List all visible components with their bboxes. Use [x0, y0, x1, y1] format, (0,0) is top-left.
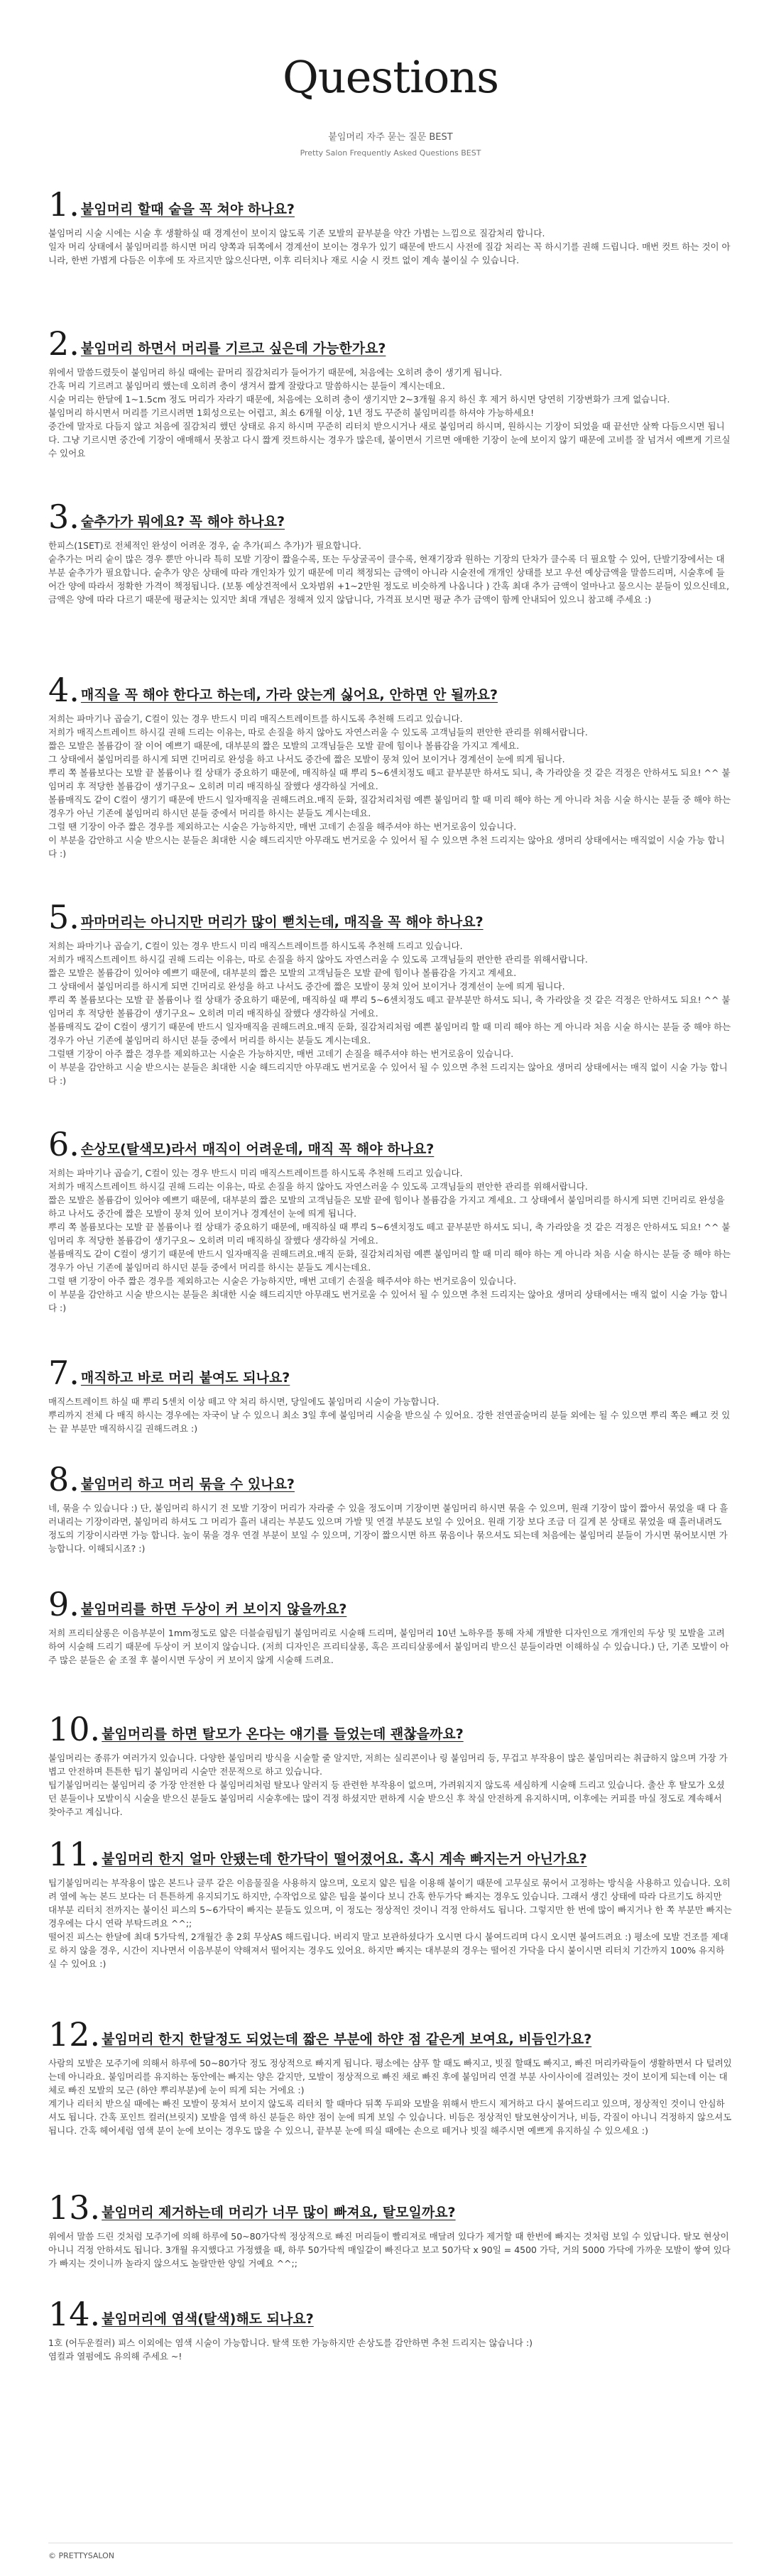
faq-question: 매직을 꼭 해야 한다고 하는데, 가라 앉는게 싫어요, 안하면 안 될까요?	[80, 686, 498, 703]
faq-question-row	[48, 1130, 733, 1163]
faq-question-row	[48, 1715, 733, 1748]
faq-number: 3.	[48, 503, 80, 536]
faq-question-row	[48, 676, 733, 709]
faq-number: 9.	[48, 1590, 80, 1623]
faq-number: 13.	[48, 2193, 101, 2227]
faq-question: 붙임머리 한지 얼마 안됐는데 한가닥이 떨어졌어요. 혹시 계속 빠지는거 아닌가요?	[102, 1851, 587, 1867]
page-header	[48, 0, 733, 190]
faq-question-row	[48, 329, 733, 363]
faq-answer: 사람의 모발은 모주기에 의해서 하루에 50~80가닥 정도 정상적으로 빠지게 됩니다. 평소에는 샴푸 할 때도 빠지고, 빗질 할때도 빠지고, 빠진 머리카락들이 생활하면서 다 털려있는데 아니라요. 붙임머리를 유지하는 동안에는 빠지는 양은 같지만, 모발이 정상적으로 빠진 채로 빠진 후에 붙임머리 연결 부분 사이사이에 걸려있는 것이 보이게 되는데 이는 대체로 빠진 모발의 모근 (하얀 뿌리부분)에 눈이 띄게 되는 거에요 :) 계기나 리터치 받으실 때에는 빠진 모발이 뭉쳐서 보이지 않도록 리터치 할 때마다 뒤쪽 두피와 모발을 위해서 반드시 제거하고 다시 붙여드리고 있으며, 정상적인 것이니 안심하셔도 됩니다. 간혹 포인트 컬러(브릿지) 모발을 염색 하신 분들은 하얀 점이 눈에 띄게 보일 수 있습니다. 비듬은 정상적인 탈모현상이거나, 비듬, 각질이 아니니 걱정하지 않으셔도 됩니다. 간혹 헤어세럼 염색 분이 눈에 보이는 경우도 많을 수 있으니, 끝부분 눈에 띄실 때에는 손으로 떼거나 빗질 해주시면 예쁘게 유지하실 수 있으세요 :)	[48, 2058, 732, 2137]
faq-answer: 위에서 말씀드렸듯이 붙임머리 하실 때에는 끝머리 질감처리가 들어가기 때문에, 처음에는 오히려 층이 생기게 됩니다. 간혹 머리 기르려고 붙임머리 했는데 오히려 층이 생겨서 짧게 잘랐다고 말씀하시는 분들이 계시는데요. 시술 머리는 한달에 1~1.5cm 정도 머리가 자라기 때문에, 처음에는 오히려 층이 생기지만 2~3개월 유지 하신 후 제거 하시면 당연히 기장변화가 크게 없습니다. 붙임머리 하시면서 머리를 기르시려면 1회성으로는 어렵고, 최소 6개월 이상, 1년 정도 꾸준히 붙임머리를 하셔야 가능하세요! 중간에 말자로 다듬지 않고 처음에 질감처리 했던 상태로 유지 하시며 꾸준히 리터치 받으시거나 새로 붙임머리 하시며, 원하시는 기장이 되었을 때 끝선만 살짝 다듬으시면 됩니다. 그냥 기르시면 중간에 기장이 애매해서 못참고 다시 짧게 컷트하시는 경우가 많은데, 붙이면서 기르면 애매한 기장이 눈에 보이지 않기 때문에 고비를 잘 넘겨서 예쁘게 기르실 수 있어요	[48, 367, 731, 459]
footer-brand: © PRETTYSALON	[48, 2551, 115, 2560]
faq-number: 2.	[48, 329, 80, 363]
faq-answer: 팁기붙임머리는 부작용이 많은 본드나 글루 같은 이음물질을 사용하지 않으며, 오로지 얇은 팁을 이용해 붙이기 때문에 고무실로 묶어서 고정하는 방식을 사용하고 있습니다. 오히려 열에 녹는 본드 보다는 더 튼튼하게 유지되기도 하지만, 수작업으로 얇은 팁을 붙이다 보니 간혹 한두가닥 빠지는 경우도 있습니다. 그래서 생긴 상태에 따라 다르기도 하지만 대부분 리터치 전까지는 붙이신 피스의 5~6가닥이 빠지는 분들도 있으며, 이 정도는 정상적인 것이니 걱정 안하셔도 됩니다. 그렇지만 한 번에 많이 빠지거나 한 쪽 부분만 빠지는 경우에는 다시 연락 부탁드려요 ^^;; 떨어진 피스는 한달에 최대 5가닥씩, 2개월간 총 2회 무상AS 해드립니다. 버리지 말고 보관하셨다가 오시면 다시 붙여드리며 다시 오시면 붙여드려요 :) 평소에 모발 건조를 제대로 하지 않을 경우, 시간이 지나면서 이음부분이 약해져서 떨어지는 경우도 있어요. 하지만 빠지는 대부분의 경우는 떨어진 가닥을 다시 붙이시면 리터치 기간까지 100% 유지하실 수 있어요 :)	[48, 1878, 732, 1970]
faq-item-2	[48, 329, 733, 503]
faq-question-row	[48, 1840, 733, 1873]
page-subtitle-korean: 붙임머리 자주 묻는 질문 BEST	[328, 132, 453, 143]
faq-question-row	[48, 903, 733, 936]
faq-answer: 붙임머리 시술 시에는 시술 후 생활하실 때 경계선이 보이지 않도록 기존 모발의 끝부분을 약간 가볍는 느낌으로 질감처리 합니다. 일자 머리 상태에서 붙임머리를 하시면 머리 양쪽과 뒤쪽에서 경계선이 보이는 경우가 있기 때문에 반드시 사전에 질감 처리는 꼭 하시기를 권해 드립니다. 매번 컷트 하는 것이 아니라, 한번 가볍게 다듬은 이후에 또 자르지만 않으신다면, 이후 리터치나 재로 시술 시 컷트 없이 계속 붙이실 수 있습니다.	[48, 228, 731, 266]
faq-item-11	[48, 1840, 733, 2020]
faq-answer: 위에서 말씀 드린 것처럼 모주기에 의해 하루에 50~80가닥씩 정상적으로 빠진 머리들이 빨리져로 매달려 있다가 제거할 때 한번에 빠지는 것처럼 보일 수 있답니다. 탈모 현상이 아니니 걱정 안하셔도 됩니다. 3개월 유지했다고 가정했을 때, 하루 50가닥씩 매일같이 빠진다고 보고 50가닥 x 90일 = 4500 가닥, 거의 5000 가닥에 가까운 모발이 쌓여 있다가 빠지는 것이니까 놀라지 않으셔도 놀랄만한 양일 거예요 ^^;;	[48, 2231, 731, 2269]
faq-question: 숱추가가 뭐에요? 꼭 해야 하나요?	[80, 513, 285, 530]
faq-item-8	[48, 1465, 733, 1590]
faq-question-row	[48, 1465, 733, 1498]
faq-question: 붙임머리 제거하는데 머리가 너무 많이 빠져요, 탈모일까요?	[102, 2204, 456, 2220]
faq-question-row	[48, 1359, 733, 1392]
faq-number: 8.	[48, 1465, 80, 1498]
faq-question: 붙임머리 하고 머리 묶을 수 있나요?	[80, 1476, 295, 1492]
faq-question: 붙임머리를 하면 탈모가 온다는 얘기를 들었는데 괜찮을까요?	[102, 1726, 464, 1742]
faq-question-row	[48, 2300, 733, 2333]
faq-question-row	[48, 1590, 733, 1623]
faq-question: 붙임머리에 염색(탈색)해도 되나요?	[102, 2311, 314, 2327]
faq-item-12	[48, 2020, 733, 2193]
faq-answer: 저희는 파마기나 곱슬기, C컬이 있는 경우 반드시 미리 매직스트레이트를 하시도록 추천해 드리고 있습니다. 저희가 매직스트레이트 하시길 권해 드리는 이유는, 따로 손질을 하지 않아도 자연스러울 수 있도록 고객님들의 편안한 관리를 위해서랍니다. 짧은 모발은 볼륨감이 있어야 예쁘기 때문에, 대부분의 짧은 모발의 고객님들은 모발 끝에 힘이나 볼륨감을 가지고 계세요. 그 상태에서 붙임머리를 하시게 되면 긴머리로 완성을 하고 나서도 중간에 짧은 모발이 뭉쳐 있어 보이거나 경계선이 눈에 띄게 됩니다. 뿌리 쪽 볼륨보다는 모발 끝 볼륨이나 컬 상태가 중요하기 때문에, 매직하실 때 뿌리 5~6센치정도 떼고 끝부분만 하셔도 되니, 축 가라앉을 것 같은 걱정은 안하셔도 되요! ^^ 붙임머리 후 적당한 볼륨감이 생기구요~ 오히려 미리 매직하실 잘했다 생각하실 거에요. 볼륨매직도 같이 C컬이 생기기 때문에 반드시 일자매직을 권해드려요.매직 둔화, 질감처리처럼 예쁜 붙임머리 할 때 미리 해야 하는 게 아니라 처음 시술 하시는 분들 중 해야 하는 경우가 아닌 기존에 붙임머리 하시던 분들 중에서 머리를 하시는 분들도 계시는데요. 그럴 땐 기장이 아주 짧은 경우를 제외하고는 시술은 가능하지만, 매번 고데기 손질을 해주셔야 하는 번거로움이 있습니다. 이 부분을 감안하고 시술 받으시는 분들은 최대한 시술 해드리지만 아무래도 번거로울 수 있어서 될 수 있으면 추천 드리지는 않아요 생머리 상태에서는 매직 없이 시술 가능 합니다 :)	[48, 1168, 731, 1314]
faq-item-4	[48, 676, 733, 903]
page-title: Questions	[282, 51, 499, 103]
faq-item-9	[48, 1590, 733, 1715]
faq-answer: 저희는 파마기나 곱슬기, C컬이 있는 경우 반드시 미리 매직스트레이트를 하시도록 추천해 드리고 있습니다. 저희가 매직스트레이트 하시길 권해 드리는 이유는, 따로 손질을 하지 않아도 자연스러울 수 있도록 고객님들의 편안한 관리를 위해서랍니다. 짧은 모발은 볼륨감이 있어야 예쁘기 때문에, 대부분의 짧은 모발의 고객님들은 모발 끝에 힘이나 볼륨감을 가지고 계세요. 그 상태에서 붙임머리를 하시게 되면 긴머리로 완성을 하고 나서도 중간에 짧은 모발이 뭉쳐 있어 보이거나 경계선이 눈에 띄게 됩니다. 뿌리 쪽 볼륨보다는 모발 끝 볼륨이나 컬 상태가 중요하기 때문에, 매직하실 때 뿌리 5~6센치정도 떼고 끝부분만 하셔도 되니, 축 가라앉을 것 같은 걱정은 안하셔도 되요! ^^ 붙임머리 후 적당한 볼륨감이 생기구요~ 오히려 미리 매직하실 잘했다 생각하실 거에요. 볼륨매직도 같이 C컬이 생기기 때문에 반드시 일자매직을 권해드려요.매직 둔화, 질감처리처럼 예쁜 붙임머리 할 때 미리 해야 하는 게 아니라 처음 시술 하시는 분들 중 해야 하는 경우가 아닌 기존에 붙임머리 하시던 분들 중에서 머리를 하시는 분들도 계시는데요. 그럴땐 기장이 아주 짧은 경우를 제외하고는 시술은 가능하지만, 매번 고데기 손질을 해주셔야 하는 번거로움이 있습니다. 이 부분을 감안하고 시술 받으시는 분들은 최대한 시술 해드리지만 아무래도 번거로울 수 있어서 될 수 있으면 추천 드리지는 않아요 생머리 상태에서는 매직 없이 시술 가능 합니다 :)	[48, 941, 731, 1087]
faq-number: 7.	[48, 1359, 80, 1392]
faq-number: 4.	[48, 676, 80, 709]
faq-number: 10.	[48, 1715, 101, 1748]
faq-answer: 저희는 파마기나 곱슬기, C컬이 있는 경우 반드시 미리 매직스트레이트를 하시도록 추천해 드리고 있습니다. 저희가 매직스트레이트 하시길 권해 드리는 이유는, 따로 손질을 하지 않아도 자연스러울 수 있도록 고객님들의 편안한 관리를 위해서랍니다. 짧은 모발은 볼륨감이 잘 이어 예쁘기 때문에, 대부분의 짧은 모발의 고객님들은 모발 끝에 힘이나 볼륨감을 가지고 계세요. 그 상태에서 붙임머리를 하시게 되면 긴머리로 완성을 하고 나서도 중간에 짧은 모발이 뭉쳐 있어 보이거나 경계선이 눈에 띄게 됩니다. 뿌리 쪽 볼륨보다는 모발 끝 볼륨이나 컬 상태가 중요하기 때문에, 매직하실 때 뿌리 5~6센치정도 떼고 끝부분만 하셔도 되니, 축 가라앉을 것 같은 걱정은 안하셔도 되요! ^^ 붙임머리 후 적당한 볼륨감이 생기구요~ 오히려 미리 매직하실 잘했다 생각하실 거에요. 볼륨매직도 같이 C컬이 생기기 때문에 반드시 일자매직을 권해드려요.매직 둔화, 질감처리처럼 예쁜 붙임머리 할 때 미리 해야 하는 게 아니라 처음 시술 하시는 분들 중 해야 하는 경우가 아닌 기존에 붙임머리 하시던 분들 중에서 머리를 하시는 분들도 계시는데요. 그럴 땐 기장이 아주 짧은 경우를 제외하고는 시술은 가능하지만, 매번 고데기 손질을 해주셔야 하는 번거로움이 있습니다. 이 부분을 감안하고 시술 받으시는 분들은 최대한 시술 해드리지만 아무래도 번거로울 수 있어서 될 수 있으면 추천 드리지는 않아요 생머리 상태에서는 매직없이 시술 가능 합니다 :)	[48, 713, 731, 860]
faq-question: 매직하고 바로 머리 붙여도 되나요?	[80, 1369, 290, 1386]
faq-number: 12.	[48, 2020, 101, 2054]
faq-answer: 매직스트레이트 하실 때 뿌리 5센치 이상 떼고 약 처리 하시면, 당일에도 붙임머리 시술이 가능합니다. 뿌리까지 전체 다 매직 하시는 경우에는 자국이 날 수 있으니 최소 3일 후에 붙임머리 시술을 받으실 수 있어요. 강한 전연골술머리 분들 외에는 될 수 있으면 뿌리 쪽은 빼고 컷 있는 끝 부분만 매직하시길 권해드려요 :)	[48, 1396, 731, 1435]
faq-item-14	[48, 2300, 733, 2385]
faq-number: 6.	[48, 1130, 80, 1163]
faq-number: 1.	[48, 190, 80, 224]
faq-question: 붙임머리를 하면 두상이 커 보이지 않을까요?	[80, 1601, 347, 1617]
faq-number: 5.	[48, 903, 80, 936]
faq-item-5	[48, 903, 733, 1130]
faq-item-10	[48, 1715, 733, 1840]
faq-question: 파마머리는 아니지만 머리가 많이 뻗치는데, 매직을 꼭 해야 하나요?	[80, 914, 484, 930]
faq-answer: 한피스(1SET)로 전체적인 완성이 어려운 경우, 숱 추가(피스 추가)가 필요합니다. 숱추가는 머리 숱이 많은 경우 뿐만 아니라 특히 모발 기장이 짧을수록, 또는 두상굴곡이 클수록, 현재기장과 원하는 기장의 단차가 클수록 더 필요할 수 있어, 단발기장에서는 대부분 숱추가가 필요합니다. 숱추가 양은 상태에 따라 개인차가 있기 때문에 미리 책정되는 금액이 아니라 시술전에 개개인 상태를 보고 우선 예상금액을 말씀드리며, 시술후에 들어간 양에 따라서 정확한 가격이 책정됩니다. (보통 예상견적에서 오차범위 +1~2만원 정도로 비슷하게 나옵니다 ) 간혹 최대 추가 금액이 얼마나고 물으시는 분들이 있으신데요, 금액은 양에 따라 다르기 때문에 평균치는 있지만 최대 개념은 정해져 있지 않답니다, 가격표 보시면 평균 추가 금액이 함께 안내되어 있으니 참고해 주세요 :)	[48, 540, 730, 605]
page-subtitle-english: Pretty Salon Frequently Asked Questions BEST	[300, 148, 481, 158]
faq-item-1	[48, 190, 733, 329]
faq-question-row	[48, 503, 733, 536]
faq-item-6	[48, 1130, 733, 1359]
faq-answer: 붙임머리는 종류가 여러가지 있습니다. 다양한 붙임머리 방식을 시술할 줄 알지만, 저희는 실리콘이나 링 붙임머리 등, 무겁고 부작용이 많은 붙임머리는 취급하지 않으며 가장 가볍고 안전하며 튼튼한 팁기 붙임머리 시술만 전문적으로 하고 있습니다. 팁기붙임머리는 붙임머리 중 가장 안전한 다 붙임머리처럼 탈모나 알러지 등 관련한 부작용이 없으며, 가려워지지 않도록 세심하게 시술해 드리고 있습니다. 출산 후 탈모가 오셨던 분들이나 모발이식 시술을 받으신 분들도 붙임머리 시술후에는 많이 걱정 하셨지만 편하게 시술 받으신 후 착실 안전하게 유지하시며, 이후에는 커피를 마실 정도로 계속해서 찾아주고 계십니다.	[48, 1753, 728, 1818]
faq-question: 붙임머리 할때 숱을 꼭 쳐야 하나요?	[80, 201, 295, 217]
faq-question-row	[48, 190, 733, 224]
faq-item-7	[48, 1359, 733, 1465]
faq-answer: 네, 묶을 수 있습니다 :) 단, 붙임머리 하시기 전 모발 기장이 머리가 자라줄 수 있을 정도이며 기장이면 붙임머리 하시면 묶을 수 있으며, 원래 기장이 많이 짧아서 묶었을 때 다 흘러내리는 기장이라면, 붙임머리 하셔도 그 머리가 흘러 내리는 부분도 있으며 가발 및 연결 부분도 보일 수 있어요. 원래 기장 보다 조금 더 길게 본 상태로 묶었을 때 흘러내려도 정도의 기장이시라면 가능 합니다. 높이 묶을 경우 연결 부분이 보일 수 있으며, 기장이 짧으시면 하프 묶음이나 묶으셔도 되는데 처음에는 붙임머리 분들이 가시면 묶어보시면 가능합니다. 이해되시죠? :)	[48, 1503, 728, 1555]
faq-item-3	[48, 503, 733, 676]
faq-number: 11.	[48, 1840, 101, 1873]
faq-answer: 저희 프리티살롱은 이음부분이 1mm정도로 얇은 더블슬림팁기 붙임머리로 시술해 드리며, 붙임머리 10년 노하우를 통해 자체 개발한 디자인으로 개개인의 두상 및 모발을 고려하여 시술해 드리기 때문에 두상이 커 보이지 않습니다. (저희 디자인은 프리티살롱, 혹은 프리티살롱에서 붙임머리 받으신 분들이라면 이해하실 수 있습니다.) 단, 기존 모발이 아주 많은 분들은 숱 조절 후 붙이시면 두상이 커 보이지 않게 시술해 드려요.	[48, 1628, 729, 1666]
faq-question: 손상모(탈색모)라서 매직이 어려운데, 매직 꼭 해야 하나요?	[80, 1141, 435, 1157]
faq-question: 붙임머리 하면서 머리를 기르고 싶은데 가능한가요?	[80, 340, 386, 356]
faq-question: 붙임머리 한지 한달정도 되었는데 짧은 부분에 하얀 점 같은게 보여요, 비듬인가요?	[102, 2031, 592, 2047]
faq-question-row	[48, 2193, 733, 2227]
faq-number: 14.	[48, 2300, 101, 2333]
faq-question-row	[48, 2020, 733, 2054]
faq-answer: 1호 (어두운컬러) 피스 이외에는 염색 시술이 가능합니다. 탈색 또한 가능하지만 손상도를 감안하면 추천 드리지는 않습니다 :) 염컬과 열펌에도 유의해 주세요 ~!	[48, 2337, 533, 2362]
faq-item-13	[48, 2193, 733, 2300]
